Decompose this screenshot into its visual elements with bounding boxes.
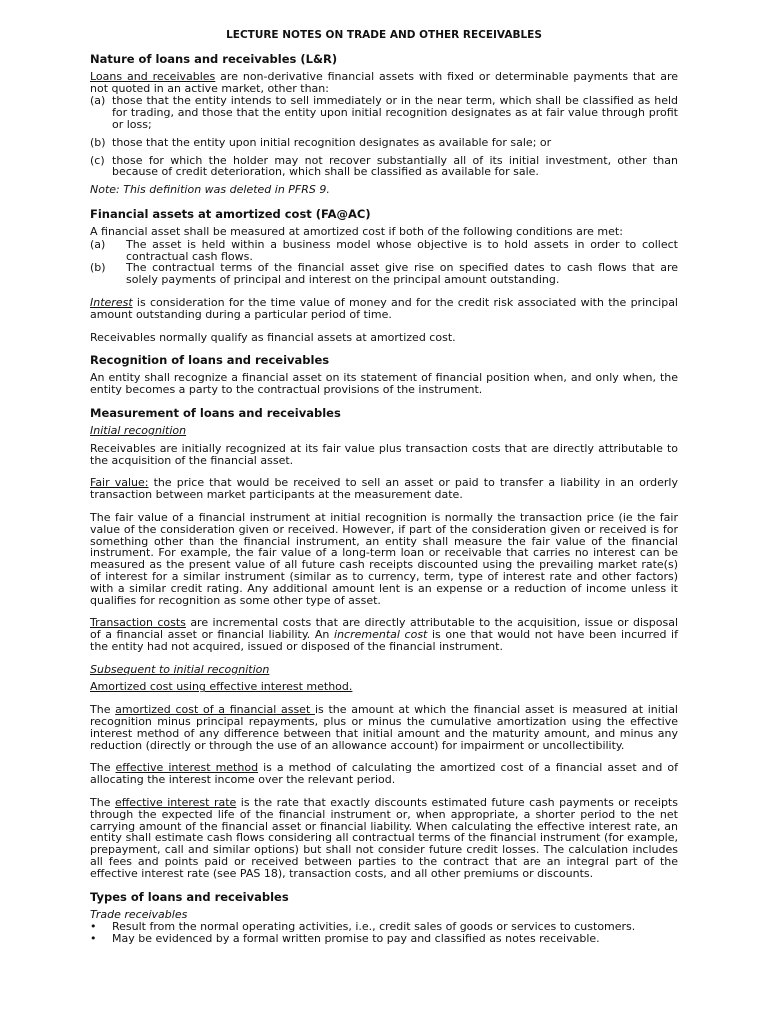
recognition-text: An entity shall recognize a financial asset on its statement of financial position when, and only when, the entity becomes a party to the contractual provisions of the instrument. <box>90 371 678 397</box>
list-item: • Result from the normal operating activities, i.e., credit sales of goods or services to customers. <box>90 920 636 934</box>
faac-item-b: (b) The contractual terms of the financial asset give rise on specified dates to cash flows that are solely payments of principal and interest on the principal amount outstanding. <box>90 261 678 287</box>
list-item: • May be evidenced by a formal written promise to pay and classified as notes receivable. <box>90 932 600 946</box>
effective-interest-rate-definition: The effective interest rate is the rate that exactly discounts estimated future cash payments or receipts through the expected life of the financial instrument or, when appropriate, a shorter period to the net carrying amount of the financial asset or financial liability. When calculating the effective interest rate, an entity shall estimate cash flows considering all contractual terms of the financial instrument (for example, prepayment, call and similar options) but shall not consider future credit losses. The calculation includes all fees and points paid or received between parties to the contract that are an integral part of the effective interest rate (see PAS 18), transaction costs, and all other premiums or discounts. <box>90 796 678 880</box>
term-interest: Interest <box>90 295 133 309</box>
subheading-initial-recognition: Initial recognition <box>90 423 187 437</box>
nature-item-c: (c) those for which the holder may not recover substantially all of its initial investment, other than because of credit deterioration, which shall be classified as available for sale. <box>90 153 678 179</box>
amortized-cost-definition: The amortized cost of a financial asset is the amount at which the financial asset is measured at initial recognition minus principal repayments, plus or minus the cumulative amortization using the effective interest method of any difference between that initial amount and the maturity amount, and minus any reduction (directly or through the use of an allowance account) for impairment or uncollectibility. <box>90 703 678 752</box>
subheading-subsequent: Subsequent to initial recognition <box>90 662 270 676</box>
effective-interest-method-definition: The effective interest method is a method of calculating the amortized cost of a financial asset and of allocating the interest income over the relevant period. <box>90 761 678 787</box>
initial-recognition-text: Receivables are initially recognized at its fair value plus transaction costs that are directly attributable to the acquisition of the financial asset. <box>90 441 678 467</box>
faac-intro: A financial asset shall be measured at amortized cost if both of the following conditions are met: <box>90 224 623 238</box>
subheading-trade-receivables: Trade receivables <box>90 907 188 921</box>
nature-item-a: (a) those that the entity intends to sell immediately or in the near term, which shall be classified as held for trading, and those that the entity upon initial recognition designates as at fair value through profit or loss; <box>90 94 678 131</box>
term-effective-interest-method: effective interest method <box>115 761 259 775</box>
term-loans-and-receivables: Loans and receivables <box>90 69 216 83</box>
heading-nature: Nature of loans and receivables (L&R) <box>90 51 338 66</box>
fair-value-definition: Fair value: the price that would be received to sell an asset or paid to transfer a liability in an orderly transaction between market participants at the measurement date. <box>90 476 678 502</box>
document-title: LECTURE NOTES ON TRADE AND OTHER RECEIVABLES <box>226 29 542 41</box>
nature-item-b: (b) those that the entity upon initial recognition designates as available for sale; or <box>90 135 552 149</box>
fair-value-paragraph: The fair value of a financial instrument at initial recognition is normally the transaction price (ie the fair value of the consideration given or received. However, if part of the consideration given or received is for something other than the financial instrument, an entity shall measure the fair value of the financial instrument. For example, the fair value of a long-term loan or receivable that carries no interest can be measured as the present value of all future cash receipts discounted using the prevailing market rate(s) of interest for a similar instrument (similar as to currency, term, type of interest rate and other factors) with a similar credit rating. Any additional amount lent is an expense or a reduction of income unless it qualifies for recognition as some other type of asset. <box>90 510 678 607</box>
heading-faac: Financial assets at amortized cost (FA@AC) <box>90 206 371 221</box>
term-amortized-cost: amortized cost of a financial asset <box>115 703 315 717</box>
bullet-icon: • <box>90 932 97 946</box>
term-fair-value: Fair value: <box>90 476 149 490</box>
heading-recognition: Recognition of loans and receivables <box>90 353 330 368</box>
term-incremental-cost: incremental cost <box>334 628 428 642</box>
interest-definition: Interest is consideration for the time value of money and for the credit risk associated with the principal amount outstanding during a particular period of time. <box>90 295 678 321</box>
amortized-cost-method: Amortized cost using effective interest method. <box>90 680 353 694</box>
heading-types: Types of loans and receivables <box>90 889 289 904</box>
term-effective-interest-rate: effective interest rate <box>114 796 237 810</box>
heading-measurement: Measurement of loans and receivables <box>90 405 341 420</box>
transaction-costs-definition: Transaction costs are incremental costs that are directly attributable to the acquisition, issue or disposal of a financial asset or financial liability. An incremental cost is one that would not have been incurred if the entity had not acquired, issued or disposed of the financial instrument. <box>90 616 679 653</box>
receivables-qualify: Receivables normally qualify as financial assets at amortized cost. <box>90 330 456 344</box>
trade-receivables-list <box>90 921 678 945</box>
bullet-icon: • <box>90 920 97 934</box>
faac-item-a: (a) The asset is held within a business model whose objective is to hold assets in order to collect contractual cash flows. <box>90 237 678 263</box>
pfrs9-note: Note: This definition was deleted in PFRS 9. <box>90 183 330 197</box>
nature-intro: Loans and receivables are non-derivative financial assets with fixed or determinable payments that are not quoted in an active market, other than: <box>90 69 678 95</box>
term-transaction-costs: Transaction costs <box>90 616 186 630</box>
